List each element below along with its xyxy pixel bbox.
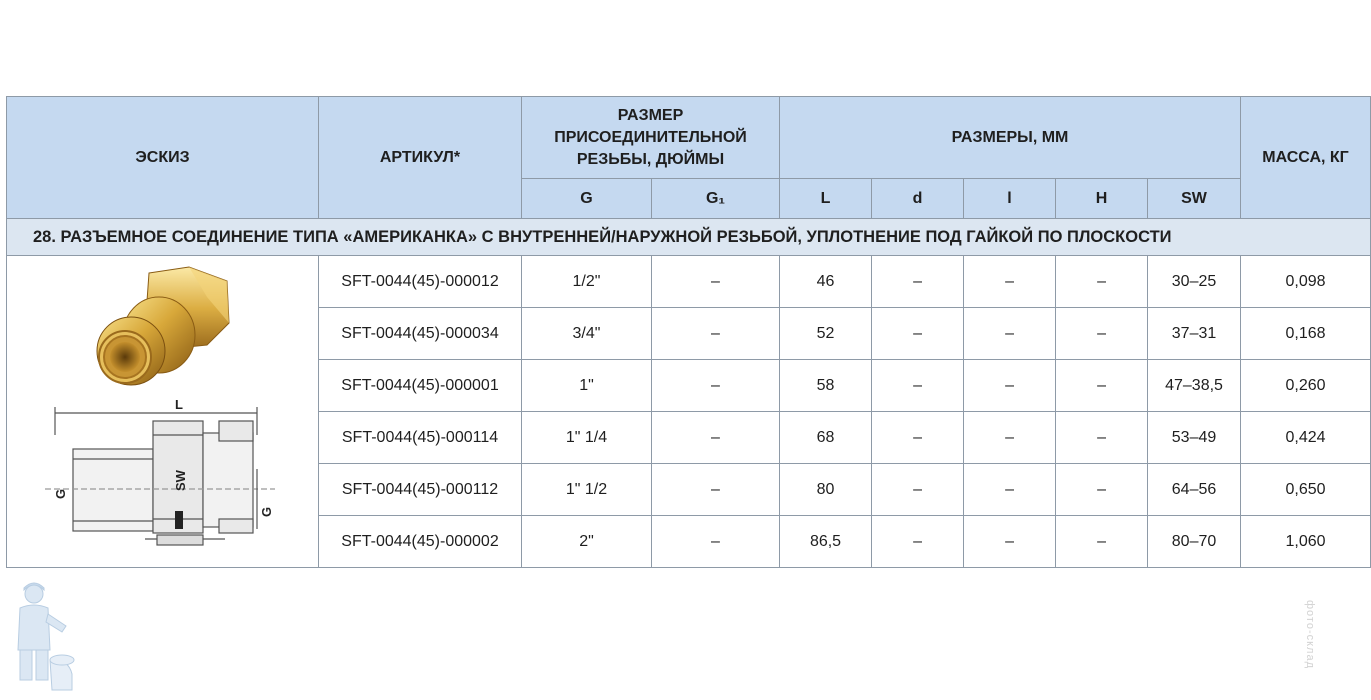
cell-h: – bbox=[1056, 360, 1148, 412]
header-sketch: ЭСКИЗ bbox=[7, 97, 319, 219]
cell-l-small: – bbox=[964, 412, 1056, 464]
header-l-lower: l bbox=[964, 179, 1056, 219]
spec-table bbox=[6, 96, 1371, 568]
cell-l-small: – bbox=[964, 308, 1056, 360]
cell-l: 58 bbox=[780, 360, 872, 412]
plumber-watermark bbox=[10, 580, 80, 695]
cell-h: – bbox=[1056, 256, 1148, 308]
cell-d: – bbox=[872, 360, 964, 412]
cell-sw: 80–70 bbox=[1148, 516, 1241, 568]
cell-l: 46 bbox=[780, 256, 872, 308]
drawing-label-g-right: G bbox=[259, 506, 274, 517]
cell-g: 1" 1/4 bbox=[522, 412, 652, 464]
drawing-label-g-left: G bbox=[53, 488, 68, 499]
cell-h: – bbox=[1056, 308, 1148, 360]
cell-mass: 0,260 bbox=[1241, 360, 1371, 412]
cell-sw: 64–56 bbox=[1148, 464, 1241, 516]
cell-h: – bbox=[1056, 464, 1148, 516]
cell-article: SFT-0044(45)-000001 bbox=[319, 360, 522, 412]
cell-l-small: – bbox=[964, 516, 1056, 568]
cell-sw: 47–38,5 bbox=[1148, 360, 1241, 412]
cell-l: 68 bbox=[780, 412, 872, 464]
cell-mass: 1,060 bbox=[1241, 516, 1371, 568]
cell-article: SFT-0044(45)-000002 bbox=[319, 516, 522, 568]
cell-g1: – bbox=[652, 256, 780, 308]
cell-g: 1" 1/2 bbox=[522, 464, 652, 516]
cell-mass: 0,424 bbox=[1241, 412, 1371, 464]
cell-d: – bbox=[872, 516, 964, 568]
header-g: G bbox=[522, 179, 652, 219]
cell-l-small: – bbox=[964, 256, 1056, 308]
technical-drawing bbox=[45, 399, 315, 559]
cell-g1: – bbox=[652, 516, 780, 568]
cell-article: SFT-0044(45)-000114 bbox=[319, 412, 522, 464]
cell-d: – bbox=[872, 256, 964, 308]
cell-g: 1" bbox=[522, 360, 652, 412]
header-dimensions: РАЗМЕРЫ, ММ bbox=[780, 97, 1241, 179]
cell-sw: 30–25 bbox=[1148, 256, 1241, 308]
cell-l-small: – bbox=[964, 360, 1056, 412]
cell-article: SFT-0044(45)-000112 bbox=[319, 464, 522, 516]
header-article: АРТИКУЛ* bbox=[319, 97, 522, 219]
header-mass: МАССА, КГ bbox=[1241, 97, 1371, 219]
drawing-label-l: L bbox=[175, 398, 183, 412]
section-title: 28. РАЗЪЕМНОЕ СОЕДИНЕНИЕ ТИПА «АМЕРИКАНКА» С ВНУТРЕННЕЙ/НАРУЖНОЙ РЕЗЬБОЙ, УПЛОТНЕНИЕ ПОД ГАЙКОЙ ПО ПЛОСКОСТИ bbox=[7, 219, 1371, 256]
header-h: H bbox=[1056, 179, 1148, 219]
cell-g1: – bbox=[652, 360, 780, 412]
cell-l: 52 bbox=[780, 308, 872, 360]
cell-d: – bbox=[872, 464, 964, 516]
cell-article: SFT-0044(45)-000012 bbox=[319, 256, 522, 308]
cell-sw: 37–31 bbox=[1148, 308, 1241, 360]
cell-article: SFT-0044(45)-000034 bbox=[319, 308, 522, 360]
cell-mass: 0,168 bbox=[1241, 308, 1371, 360]
cell-mass: 0,650 bbox=[1241, 464, 1371, 516]
cell-d: – bbox=[872, 412, 964, 464]
fitting-photo bbox=[89, 263, 239, 393]
cell-g1: – bbox=[652, 308, 780, 360]
cell-g: 3/4" bbox=[522, 308, 652, 360]
cell-l-small: – bbox=[964, 464, 1056, 516]
drawing-label-sw: SW bbox=[173, 469, 188, 491]
header-thread-size: РАЗМЕР ПРИСОЕДИНИТЕЛЬНОЙ РЕЗЬБЫ, ДЮЙМЫ bbox=[522, 97, 780, 179]
sketch-cell bbox=[7, 256, 319, 568]
header-l-upper: L bbox=[780, 179, 872, 219]
cell-l: 80 bbox=[780, 464, 872, 516]
cell-g1: – bbox=[652, 464, 780, 516]
cell-g1: – bbox=[652, 412, 780, 464]
header-g1: G₁ bbox=[652, 179, 780, 219]
cell-l: 86,5 bbox=[780, 516, 872, 568]
cell-sw: 53–49 bbox=[1148, 412, 1241, 464]
cell-h: – bbox=[1056, 516, 1148, 568]
cell-mass: 0,098 bbox=[1241, 256, 1371, 308]
cell-h: – bbox=[1056, 412, 1148, 464]
header-sw: SW bbox=[1148, 179, 1241, 219]
cell-d: – bbox=[872, 308, 964, 360]
table-row bbox=[7, 256, 1371, 308]
side-watermark-text: фото-склад bbox=[1304, 600, 1316, 670]
cell-g: 1/2" bbox=[522, 256, 652, 308]
cell-g: 2" bbox=[522, 516, 652, 568]
header-d: d bbox=[872, 179, 964, 219]
